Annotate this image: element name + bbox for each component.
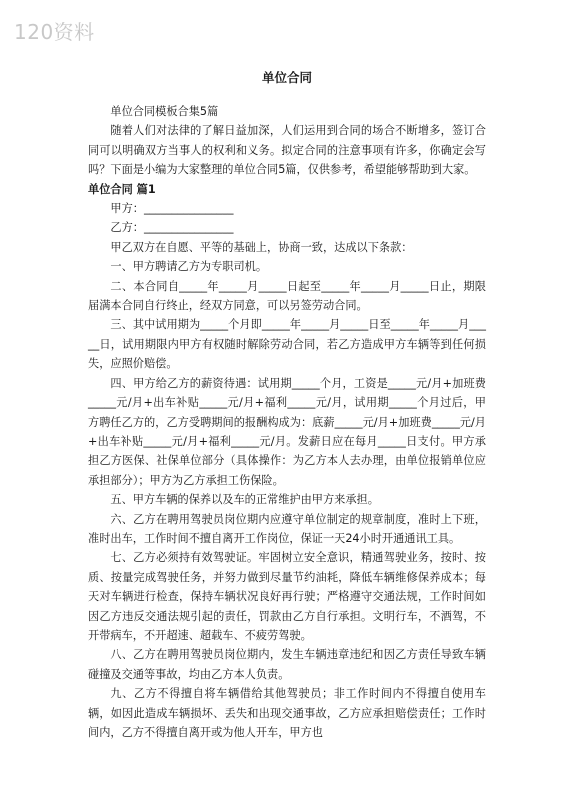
paragraph: 一、甲方聘请乙方为专职司机。 [110, 260, 268, 274]
paragraph: 七、乙方必须持有效驾驶证。牢固树立安全意识，精通驾驶业务，按时、按质、按量完成驾驶任务，并努力做到尽量节约油耗，降低车辆维修保养成本；每天对车辆进行检查，保持车辆状况良好再行驶；严格遵守交通法规，工作时间如因乙方违反交通法规引起的责任，罚款由乙方自行承担。文明行车，不酒驾，不开带病车，不开超速、超载车、不疲劳驾驶。 [88, 551, 486, 642]
paragraph: 甲方：________________ [110, 202, 234, 216]
paragraph: 三、其中试用期为_____个月即_____年_____月_____日至_____年_____月_____日，试用期限内甲方有权随时解除劳动合同，若乙方造成甲方车辆等到任何损失，应照价赔偿。 [88, 318, 486, 371]
paragraph: 四、甲方给乙方的薪资待遇：试用期_____个月，工资是_____元/月+加班费_____元/月+出车补贴_____元/月+福利_____元/月，试用期_____个月过后，甲方聘任乙方的，乙方受聘期间的报酬构成为：底薪_____元/月+加班费_____元/月+出车补贴_____元/月+福利_____元/月。发薪日应在每月_____日支付。甲方承担乙方医保、社保单位部分（具体操作：为乙方本人去办理，由单位报销单位应承担部分）；甲方为乙方承担工伤保险。 [88, 376, 486, 487]
section-heading: 单位合同 篇1 [88, 182, 156, 196]
paragraph: 六、乙方在聘用驾驶员岗位期内应遵守单位制定的规章制度，准时上下班，准时出车，工作时间不擅自离开工作岗位，保证一天24小时开通通讯工具。 [88, 512, 486, 545]
document-body [88, 68, 486, 742]
document-title: 单位合同 [261, 70, 312, 85]
watermark: 120资料 [14, 20, 95, 44]
paragraph: 九、乙方不得擅自将车辆借给其他驾驶员；非工作时间内不得擅自使用车辆，如因此造成车辆损坏、丢失和出现交通事故，乙方应承担赔偿责任；工作时间内，乙方不得擅自离开或为他人开车，甲方也 [88, 687, 486, 739]
paragraph: 五、甲方车辆的保养以及车的正常维护由甲方来承担。 [110, 493, 379, 507]
paragraph-list [88, 102, 486, 742]
paragraph: 单位合同模板合集5篇 [110, 105, 219, 118]
paragraph: 八、乙方在聘用驾驶员岗位期内，发生车辆违章违纪和因乙方责任导致车辆碰撞及交通等事故，均由乙方本人负责。 [88, 648, 486, 681]
paragraph: 乙方：________________ [110, 221, 234, 235]
paragraph: 二、本合同自_____年_____月_____日起至_____年_____月_____日止，期限届满本合同自行终止，经双方同意，可以另签劳动合同。 [88, 279, 486, 313]
paragraph: 随着人们对法律的了解日益加深，人们运用到合同的场合不断增多，签订合同可以明确双方当事人的权利和义务。拟定合同的注意事项有许多，你确定会写吗？下面是小编为大家整理的单位合同5篇，仅供参考，希望能够帮助到大家。 [88, 124, 486, 177]
paragraph: 甲乙双方在自愿、平等的基础上，协商一致，达成以下条款： [110, 240, 413, 254]
